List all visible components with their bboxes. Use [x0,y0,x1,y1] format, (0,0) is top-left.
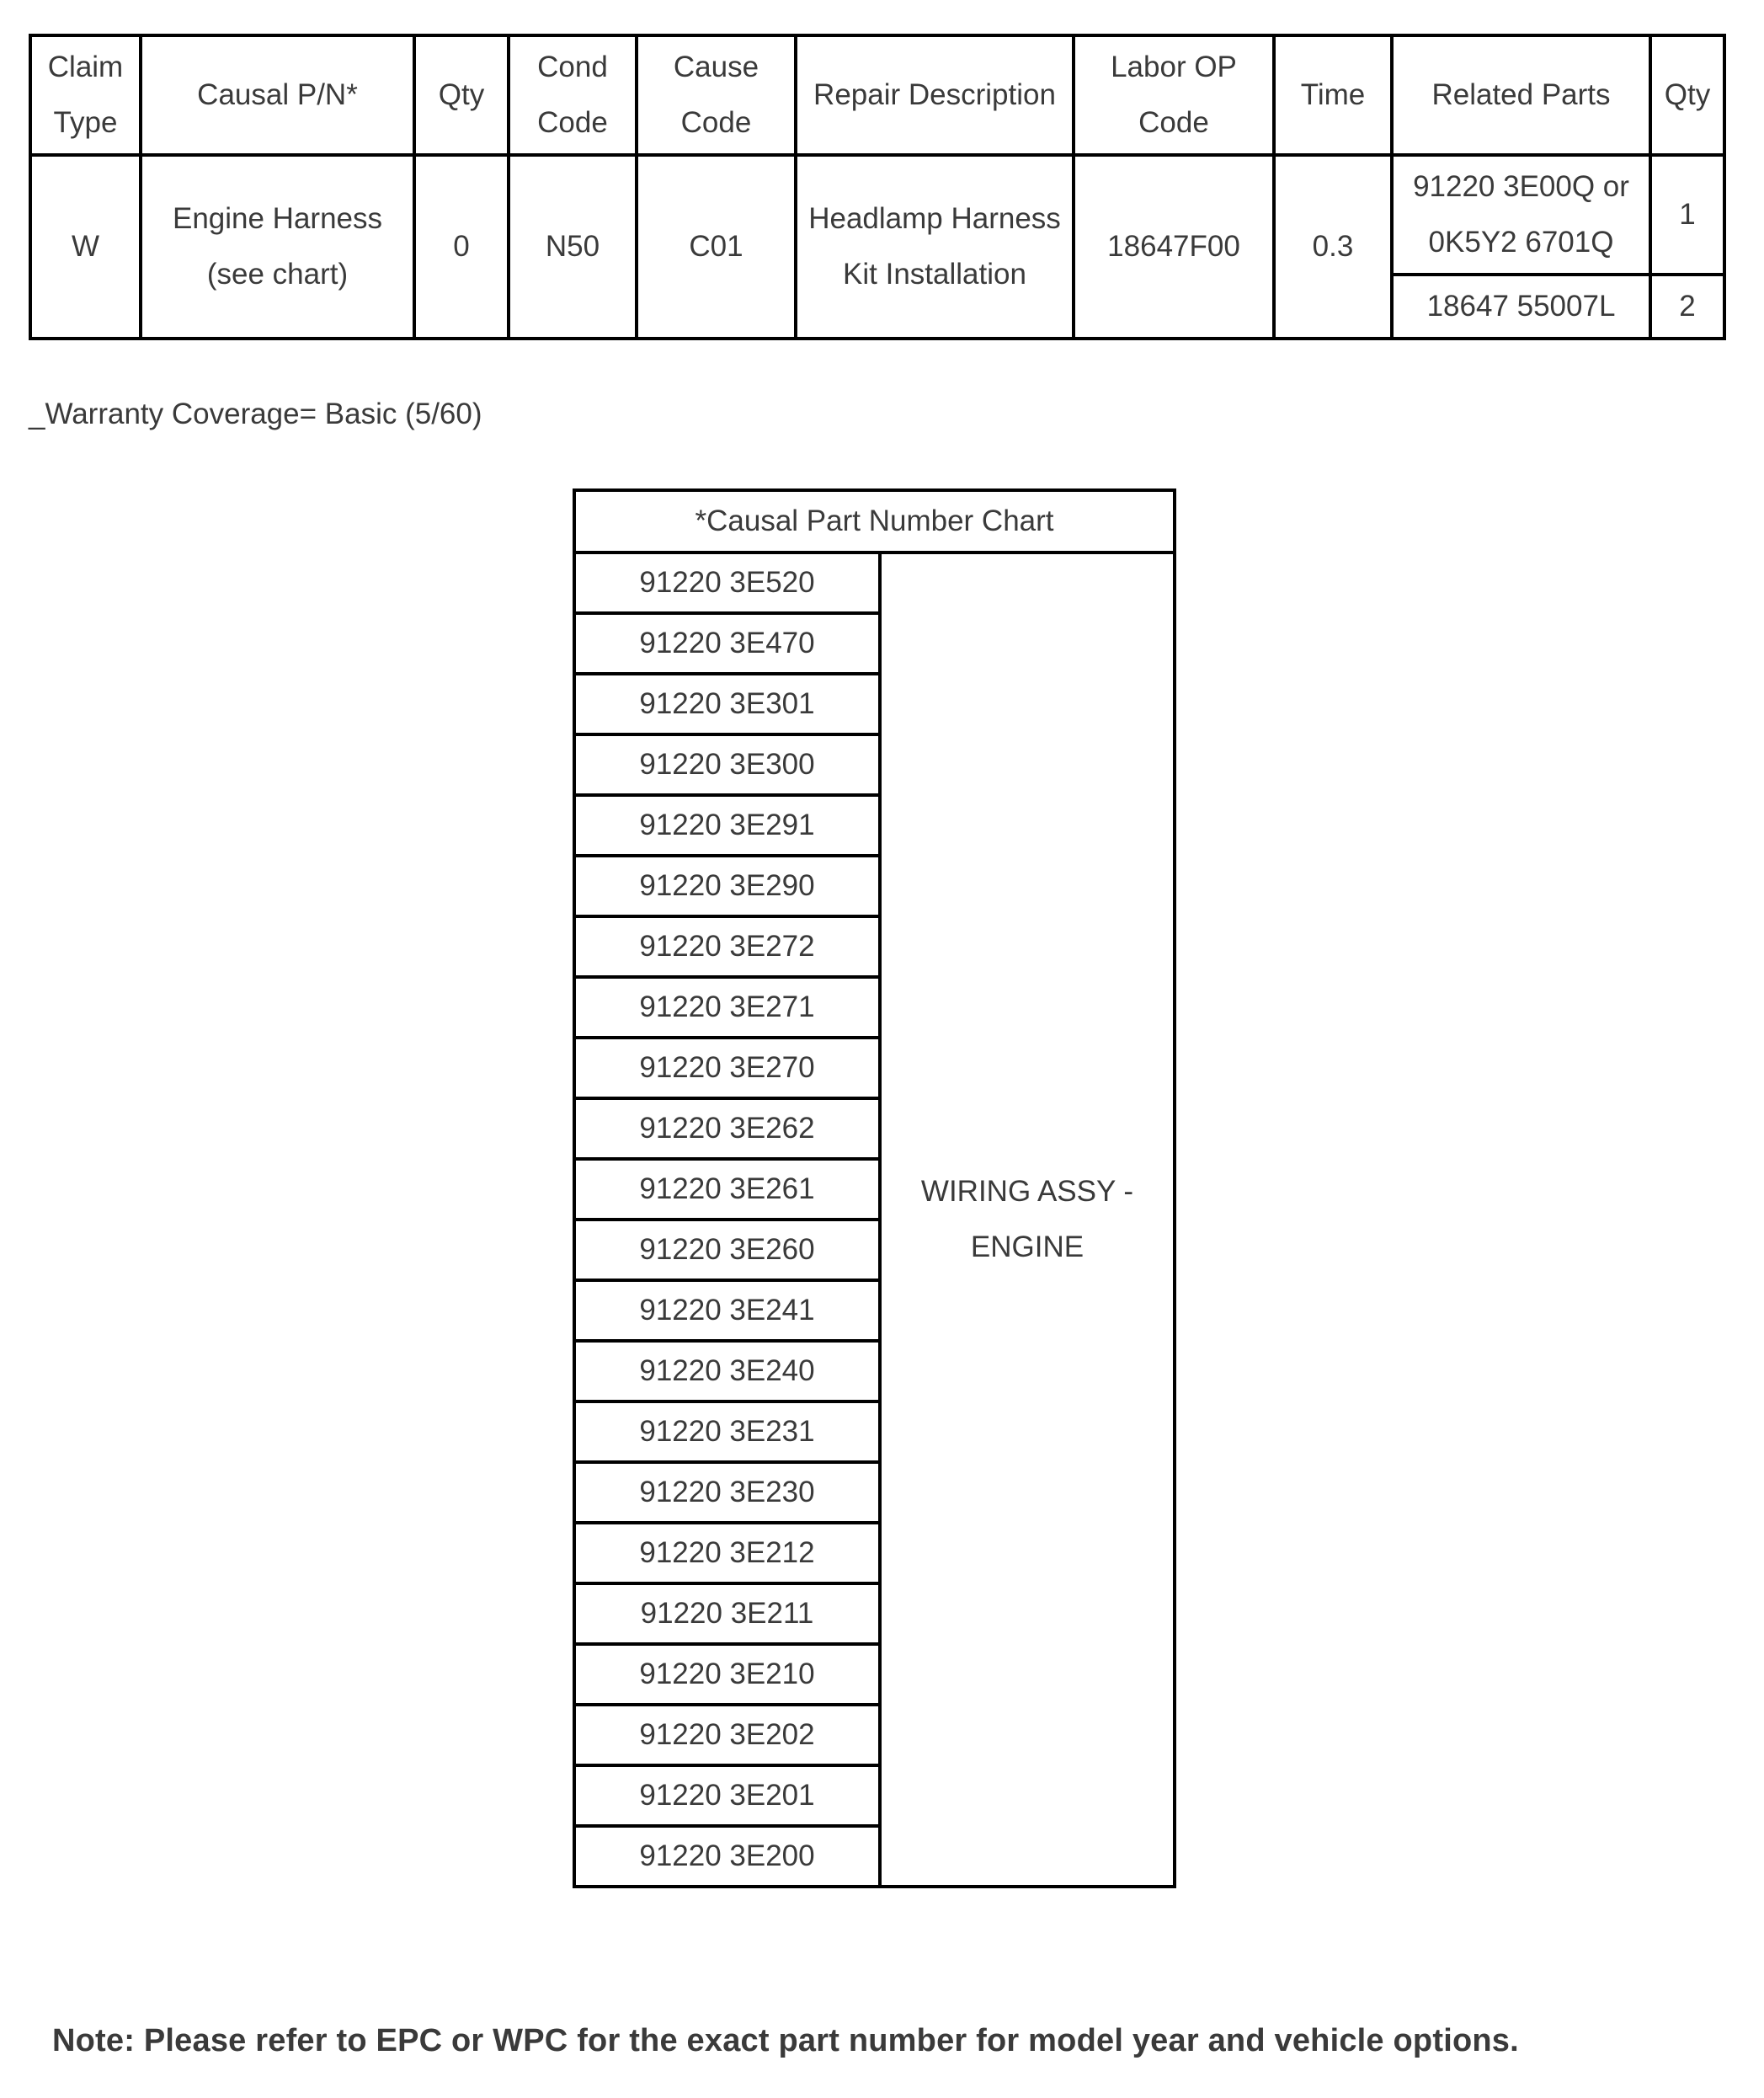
causal-part-number-chart [573,488,1176,1888]
header-cause-code: Cause Code [637,35,796,155]
header-claim-type: Claim Type [30,35,141,155]
part-number-cell: 91220 3E201 [574,1765,880,1826]
part-description-cell [880,553,1175,1887]
part-number-cell: 91220 3E210 [574,1644,880,1705]
claim-table-header-row [30,35,1724,155]
claim-table [29,34,1726,340]
cell-related-part-1: 91220 3E00Q or 0K5Y2 6701Q [1392,155,1650,275]
footer-note: Note: Please refer to EPC or WPC for the exact part number for model year and vehicle options. [52,2023,1519,2058]
chart-row [574,553,1175,613]
description-line: WIRING ASSY - [920,1175,1134,1208]
cell-cause-code: C01 [637,155,796,339]
part-number-cell: 91220 3E240 [574,1341,880,1401]
header-time: Time [1274,35,1392,155]
header-related-parts: Related Parts [1392,35,1650,155]
chart-body [574,553,1175,1887]
part-number-cell: 91220 3E290 [574,856,880,916]
header-repair-description: Repair Description [796,35,1074,155]
part-number-cell: 91220 3E241 [574,1280,880,1341]
chart-title: *Causal Part Number Chart [574,490,1175,553]
claim-table-row [30,155,1724,275]
part-number-cell: 91220 3E211 [574,1583,880,1644]
cell-qty: 0 [414,155,509,339]
cell-related-qty-2: 2 [1650,275,1724,339]
part-number-cell: 91220 3E270 [574,1038,880,1098]
part-number-cell: 91220 3E291 [574,795,880,856]
cell-claim-type: W [30,155,141,339]
part-number-cell: 91220 3E260 [574,1220,880,1280]
header-cond-code: Cond Code [509,35,637,155]
warranty-coverage-text: _Warranty Coverage= Basic (5/60) [29,398,482,430]
part-number-cell: 91220 3E261 [574,1159,880,1220]
part-number-cell: 91220 3E300 [574,734,880,795]
part-number-cell: 91220 3E301 [574,674,880,734]
part-number-cell: 91220 3E272 [574,916,880,977]
cell-related-qty-1: 1 [1650,155,1724,275]
cell-time: 0.3 [1274,155,1392,339]
part-number-cell: 91220 3E202 [574,1705,880,1765]
cell-causal-pn: Engine Harness (see chart) [141,155,414,339]
part-number-cell: 91220 3E520 [574,553,880,613]
part-number-cell: 91220 3E262 [574,1098,880,1159]
header-qty: Qty [414,35,509,155]
part-number-cell: 91220 3E200 [574,1826,880,1887]
cell-related-part-2: 18647 55007L [1392,275,1650,339]
header-related-qty: Qty [1650,35,1724,155]
part-number-cell: 91220 3E212 [574,1523,880,1583]
part-number-cell: 91220 3E230 [574,1462,880,1523]
cell-cond-code: N50 [509,155,637,339]
part-number-cell: 91220 3E470 [574,613,880,674]
cell-labor-op-code: 18647F00 [1074,155,1274,339]
description-line: ENGINE [970,1231,1085,1263]
part-number-cell: 91220 3E271 [574,977,880,1038]
chart-title-row [574,490,1175,553]
part-number-cell: 91220 3E231 [574,1401,880,1462]
header-causal-pn: Causal P/N* [141,35,414,155]
header-labor-op-code: Labor OP Code [1074,35,1274,155]
cell-repair-description: Headlamp Harness Kit Installation [796,155,1074,339]
